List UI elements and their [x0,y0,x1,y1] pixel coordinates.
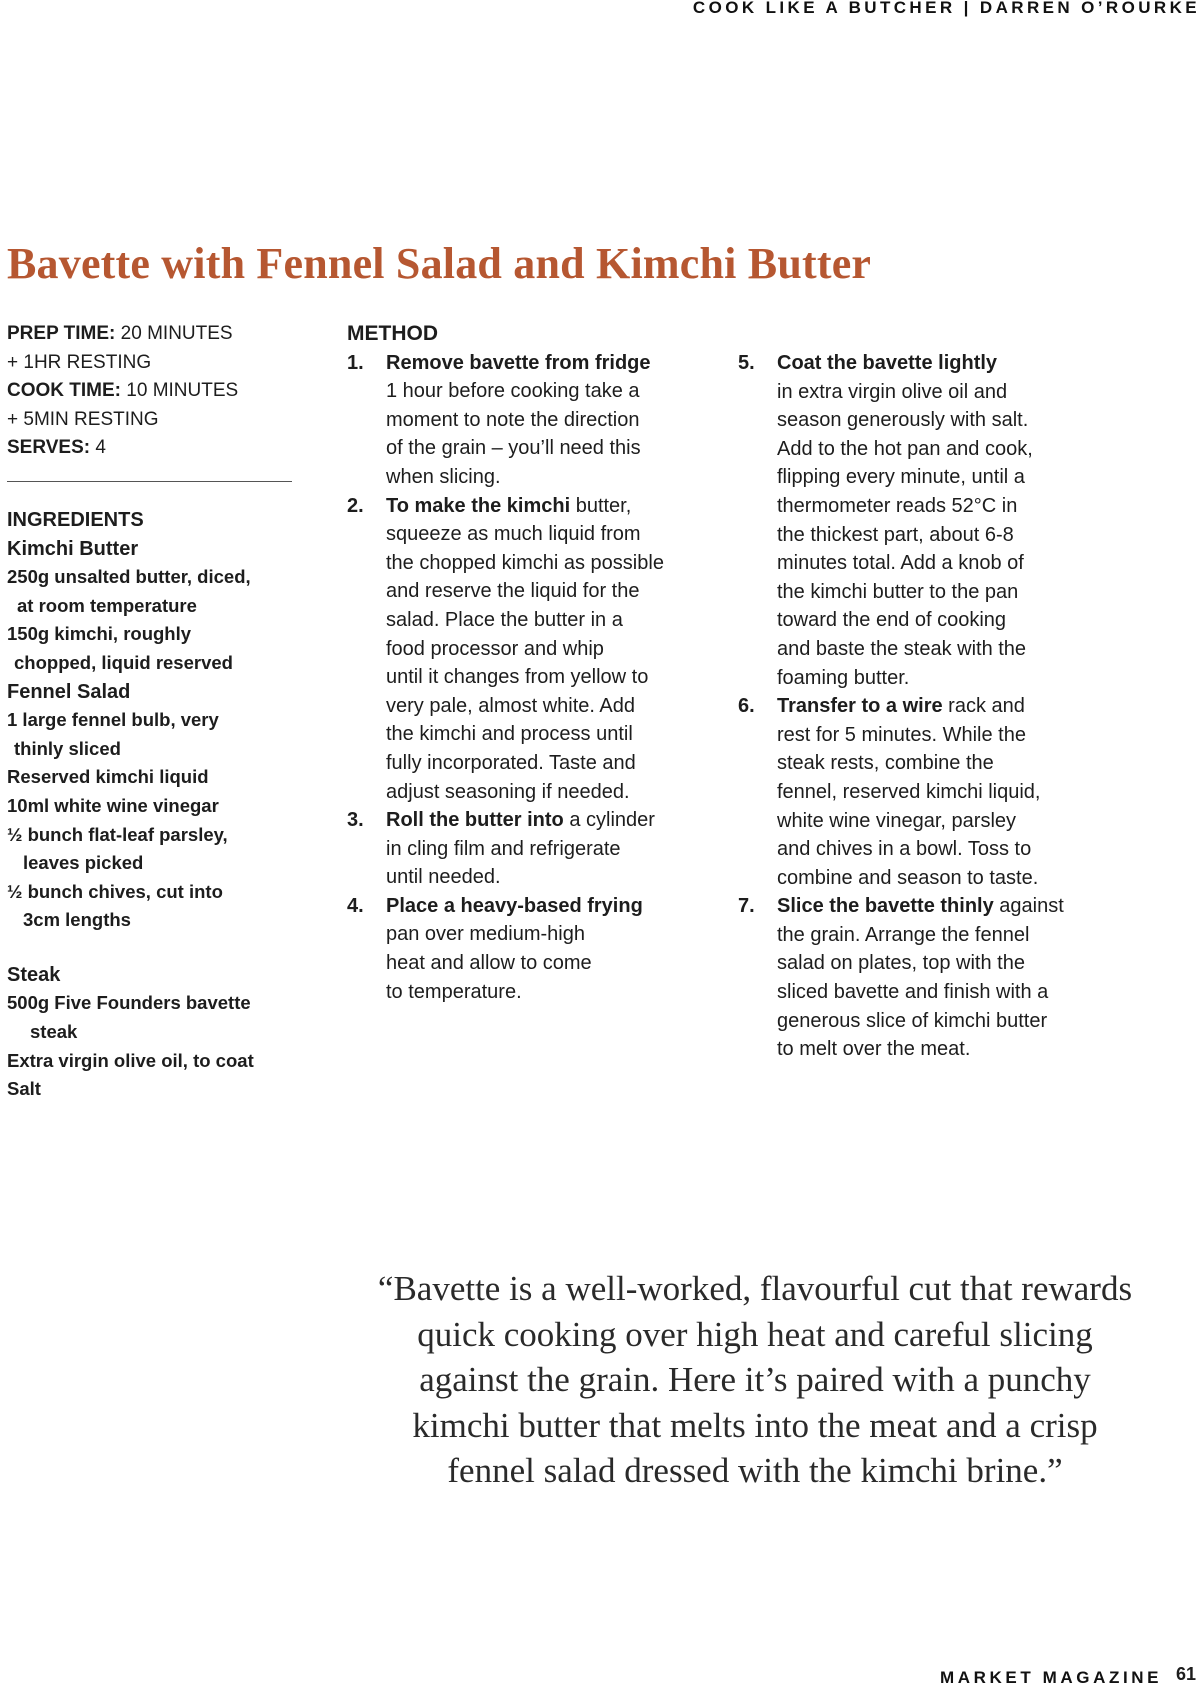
step-lead-rest: against [993,895,1064,918]
step-line: generous slice of kimchi butter [777,1009,1048,1032]
ingredient-text: Salt [7,1078,41,1100]
ingredient-item [7,989,292,1046]
step-text [777,349,1064,692]
method-step-7 [738,892,1064,1064]
ingredients-heading: INGREDIENTS [7,508,144,531]
ingredient-item [7,878,292,935]
fennel-salad-list [7,706,292,935]
method-step-6 [738,692,1064,892]
kimchi-butter-list [7,563,292,677]
step-line: flipping every minute, until a [777,466,1025,489]
step-line: until it changes from yellow to [386,666,649,689]
prep-time [7,320,292,349]
step-text [777,692,1064,892]
step-lead: Remove bavette from fridge [386,351,651,374]
ingredient-text: Reserved kimchi liquid [7,766,209,788]
step-line: rest for 5 minutes. While the [777,723,1026,746]
step-line: and chives in a bowl. Toss to [777,838,1032,861]
step-line: the kimchi butter to the pan [777,580,1019,603]
prep-time-value: 20 MINUTES [120,323,233,344]
prep-time-label: PREP TIME: [7,323,116,344]
step-line: pan over medium-high [386,923,585,946]
step-line: until needed. [386,866,501,889]
step-line: to temperature. [386,980,522,1003]
step-text [386,892,664,1006]
ingredient-item [7,620,292,677]
step-first-line [386,349,664,378]
prep-time-extra: + 1HR RESTING [7,351,152,373]
step-line: food processor and whip [386,637,604,660]
step-number: 4. [347,894,364,917]
step-lead: Place a heavy-based frying [386,894,643,917]
step-number: 3. [347,809,364,832]
step-text [777,892,1064,1064]
ingredient-item [7,792,292,821]
quote-line: fennel salad dressed with the kimchi brine.” [447,1451,1063,1490]
method-step-3 [347,806,664,892]
step-line: combine and season to taste. [777,866,1039,889]
footer-magazine: MARKET MAGAZINE [940,1668,1163,1687]
step-line: the chopped kimchi as possible [386,551,664,574]
ingredient-text: Extra virgin olive oil, to coat [7,1049,254,1071]
step-line: in extra virgin olive oil and [777,380,1008,403]
step-first-line [386,806,664,835]
ingredient-text: 150g kimchi, roughly [7,623,192,645]
cook-time [7,377,292,406]
step-line: adjust seasoning if needed. [386,780,630,803]
ingredient-item [7,1047,292,1076]
step-first-line [777,349,1064,378]
step-text [386,349,664,492]
step-line: and baste the steak with the [777,637,1027,660]
cook-time-label: COOK TIME: [7,380,121,402]
step-first-line [777,892,1064,921]
ingredient-text-cont: chopped, liquid reserved [14,651,233,673]
quote-line: kimchi butter that melts into the meat and a crisp [412,1405,1098,1445]
step-line: when slicing. [386,465,501,488]
step-line: sliced bavette and finish with a [777,981,1049,1004]
method-step-1 [347,349,664,492]
step-lead: Slice the bavette thinly [777,895,994,918]
step-line: foaming butter. [777,666,910,689]
step-line: thermometer reads 52°C in [777,494,1018,517]
step-line: Add to the hot pan and cook, [777,437,1033,460]
ingredient-item [7,821,292,878]
quote-line: “Bavette is a well-worked, flavourful cut that rewards [377,1269,1133,1308]
ingredient-text-cont: thinly sliced [14,737,121,759]
ingredient-text-cont: 3cm lengths [23,909,131,931]
step-line: steak rests, combine the [777,752,994,775]
step-text [386,806,664,892]
recipe-details-column [7,320,292,1104]
step-line: salad on plates, top with the [777,952,1025,975]
step-lead-rest: rack and [942,695,1025,718]
quote-line: against the grain. Here it’s paired with a punchy [419,1360,1091,1399]
step-lead: Coat the bavette lightly [777,352,998,374]
steak-list [7,989,292,1103]
step-lead-rest: butter, [570,494,632,517]
ingredient-item [7,706,292,763]
ingredient-text: 500g Five Founders bavette [7,992,251,1014]
step-text [386,492,664,807]
page-number: 61 [1176,1664,1197,1684]
serves [7,434,292,463]
ingredient-text-cont: steak [30,1021,78,1043]
recipe-title: Bavette with Fennel Salad and Kimchi Butter [7,239,872,288]
serves-label: SERVES: [7,437,91,459]
ingredient-item [7,563,292,620]
ingredient-text: 1 large fennel bulb, very [7,709,219,731]
ingredient-item [7,763,292,792]
step-lead: Transfer to a wire [777,695,943,718]
quote-line: quick cooking over high heat and careful slicing [417,1314,1093,1354]
fennel-salad-heading: Fennel Salad [7,680,131,703]
step-line: moment to note the direction [386,408,640,431]
step-line: toward the end of cooking [777,609,1007,632]
step-lead: Roll the butter into [386,809,564,832]
step-line: to melt over the meat. [777,1038,971,1061]
step-line: of the grain – you’ll need this [386,437,641,460]
cook-time-value: 10 MINUTES [126,380,239,402]
step-line: fully incorporated. Taste and [386,751,636,774]
step-line: and reserve the liquid for the [386,580,640,603]
ingredient-text: 10ml white wine vinegar [7,794,219,816]
steak-heading: Steak [7,963,61,986]
method-heading: METHOD [347,322,438,345]
step-line: salad. Place the butter in a [386,608,623,631]
step-line: fennel, reserved kimchi liquid, [777,780,1041,803]
ingredient-text: ½ bunch chives, cut into [7,880,223,902]
step-first-line [777,692,1064,721]
step-lead-rest: a cylinder [563,809,655,832]
step-first-line [386,492,664,521]
ingredient-item [7,1075,292,1104]
ingredient-text-cont: leaves picked [23,852,144,874]
step-lead: To make the kimchi [386,494,571,517]
step-line: squeeze as much liquid from [386,523,641,546]
method-step-5 [738,349,1064,692]
step-line: in cling film and refrigerate [386,837,621,860]
step-first-line [386,892,664,921]
method-column-1 [347,320,664,1006]
divider [7,481,292,482]
step-number: 6. [738,695,755,718]
cook-time-extra: + 5MIN RESTING [7,408,159,430]
step-number: 5. [738,352,755,374]
step-line: white wine vinegar, parsley [777,809,1017,832]
step-line: 1 hour before cooking take a [386,380,640,403]
step-line: the kimchi and process until [386,723,633,746]
ingredient-text-cont: at room temperature [17,594,197,616]
method-step-4 [347,892,664,1006]
step-number: 1. [347,351,364,374]
running-head: COOK LIKE A BUTCHER | DARREN O’ROURKE [692,0,1200,17]
step-line: minutes total. Add a knob of [777,552,1024,575]
ingredient-text: 250g unsalted butter, diced, [7,566,251,588]
step-line: the thickest part, about 6-8 [777,523,1014,546]
serves-value: 4 [95,437,106,459]
step-number: 2. [347,494,364,517]
step-number: 7. [738,895,755,918]
pull-quote [345,1266,1165,1494]
kimchi-butter-heading: Kimchi Butter [7,537,139,560]
method-step-2 [347,492,664,807]
step-line: heat and allow to come [386,952,592,975]
step-line: season generously with salt. [777,409,1029,432]
ingredient-text: ½ bunch flat-leaf parsley, [7,823,228,845]
method-column-2 [738,349,1064,1064]
step-line: the grain. Arrange the fennel [777,923,1030,946]
step-line: very pale, almost white. Add [386,694,636,717]
